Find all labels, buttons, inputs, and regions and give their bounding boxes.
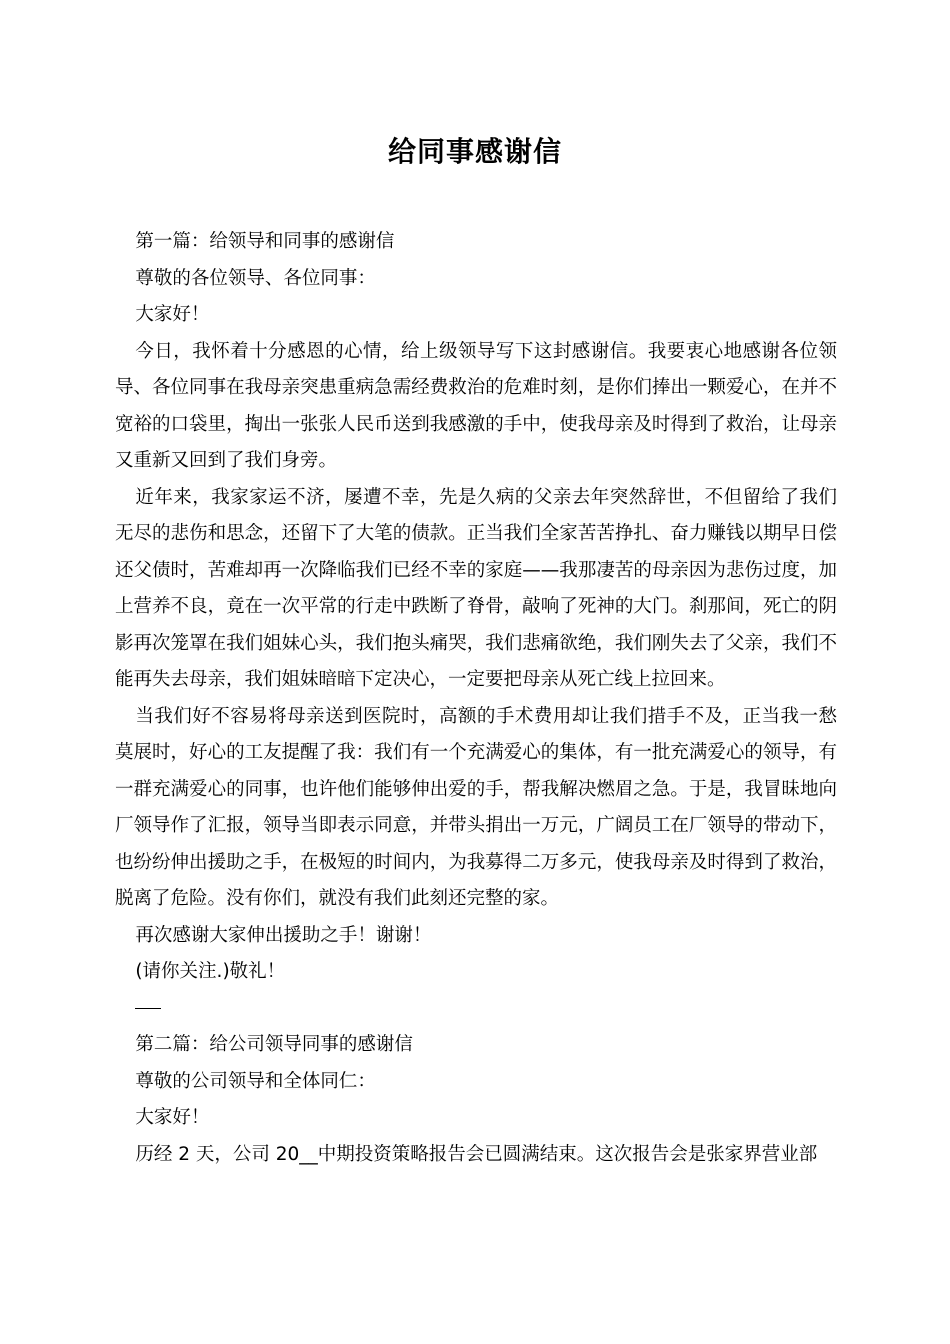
- salutation-1: 尊敬的各位领导、各位同事：: [135, 267, 376, 289]
- thanks-line: 再次感谢大家伸出援助之手！谢谢！: [135, 924, 432, 946]
- paragraph: 历经 2 天，公司 20__中期投资策略报告会已圆满结束。这次报告会是张家界营业部: [135, 1143, 818, 1165]
- section-divider: [115, 991, 837, 1028]
- greeting-1: 大家好！: [135, 304, 210, 325]
- section-heading-2: 第二篇：给公司领导同事的感谢信: [135, 1034, 413, 1055]
- document-title: 给同事感谢信: [387, 135, 562, 168]
- greeting-2: 大家好！: [135, 1107, 210, 1128]
- document-body: [115, 224, 837, 1173]
- salutation-2: 尊敬的公司领导和全体同仁：: [135, 1070, 376, 1092]
- closing-line: (请你关注.)敬礼！: [135, 961, 286, 982]
- paragraph: 当我们好不容易将母亲送到医院时，高额的手术费用却让我们措手不及，正当我一愁莫展时，好心的工友提醒了我：我们有一个充满爱心的集体，有一批充满爱心的领导，有一群充满爱心的同事，也许他们能够伸出爱的手，帮我解决燃眉之急。于是，我冒昧地向厂领导作了汇报，领导当即表示同意，并带头捐出一万元，广阔员工在厂领导的带动下，也纷纷伸出援助之手，在极短的时间内，为我募得二万多元，使我母亲及时得到了救治，脱离了危险。没有你们，就没有我们此刻还完整的家。: [115, 705, 837, 909]
- section-heading-1: 第一篇：给领导和同事的感谢信: [135, 231, 395, 252]
- paragraph: 今日，我怀着十分感恩的心情，给上级领导写下这封感谢信。我要衷心地感谢各位领导、各位同事在我母亲突患重病急需经费救治的危难时刻，是你们捧出一颗爱心，在并不宽裕的口袋里，掏出一张张人民币送到我感激的手中，使我母亲及时得到了救治，让母亲又重新又回到了我们身旁。: [115, 340, 837, 471]
- paragraph: 近年来，我家家运不济，屡遭不幸，先是久病的父亲去年突然辞世，不但留给了我们无尽的悲伤和思念，还留下了大笔的债款。正当我们全家苦苦挣扎、奋力赚钱以期早日偿还父债时，苦难却再一次降临我们已经不幸的家庭——我那凄苦的母亲因为悲伤过度，加上营养不良，竟在一次平常的行走中跌断了脊骨，敲响了死神的大门。刹那间，死亡的阴影再次笼罩在我们姐妹心头，我们抱头痛哭，我们悲痛欲绝，我们刚失去了父亲，我们不能再失去母亲，我们姐妹暗暗下定决心，一定要把母亲从死亡线上拉回来。: [115, 486, 837, 690]
